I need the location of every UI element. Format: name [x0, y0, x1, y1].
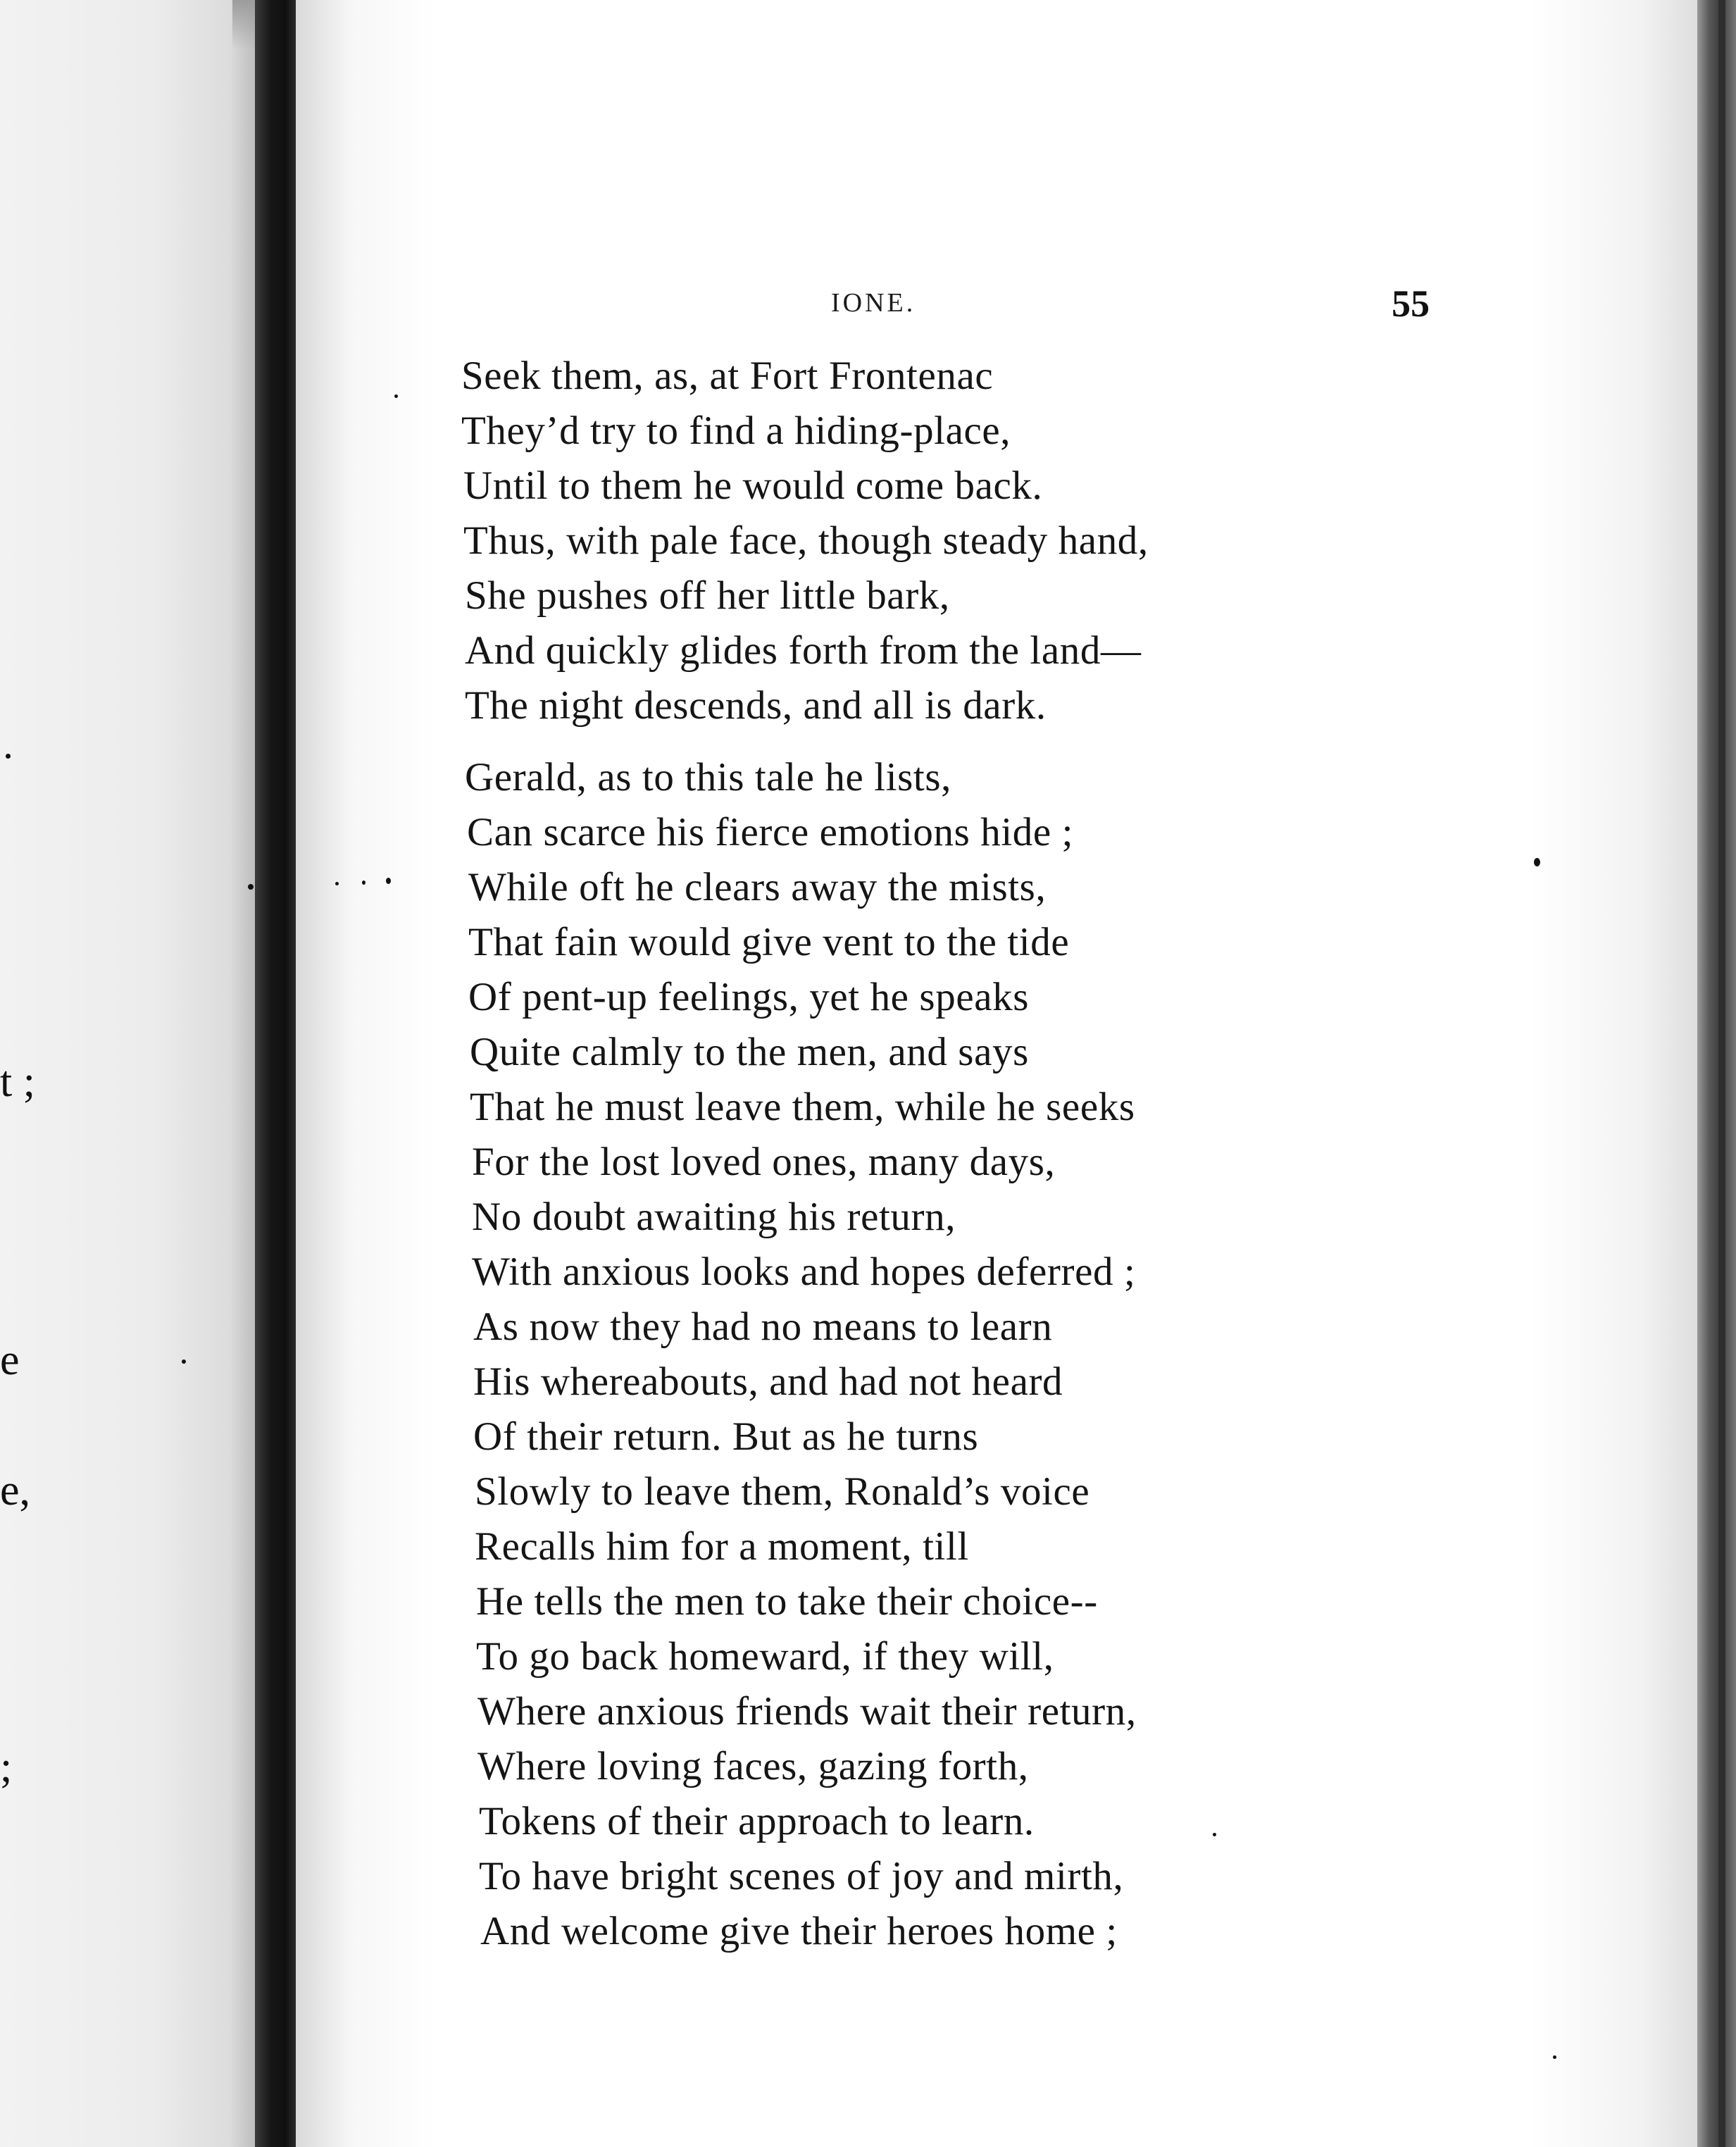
poem-line: While oft he clears away the mists,	[468, 865, 1047, 909]
poem-line: To go back homeward, if they will,	[476, 1634, 1054, 1679]
page-edge	[1697, 0, 1736, 2147]
poem-line: She pushes off her little bark,	[465, 573, 950, 618]
print-speck	[386, 878, 391, 884]
poem-line: Can scarce his fierce emotions hide ;	[467, 810, 1074, 854]
poem-line: Where anxious friends wait their return,	[477, 1689, 1137, 1734]
left-page-fragment: e,	[0, 1467, 31, 1514]
print-speck	[362, 880, 366, 885]
poem-line: Where loving faces, gazing forth,	[477, 1744, 1029, 1788]
left-facing-page	[0, 0, 255, 2147]
poem-line: And welcome give their heroes home ;	[480, 1909, 1118, 1953]
print-speck	[394, 394, 398, 398]
print-speck	[335, 882, 339, 885]
left-page-fragment: t ;	[0, 1058, 35, 1106]
poem-line: For the lost loved ones, many days,	[472, 1140, 1056, 1184]
poem-line: The night descends, and all is dark.	[465, 683, 1047, 728]
poem-line: That he must leave them, while he seeks	[470, 1085, 1135, 1129]
poem-line: Quite calmly to the men, and says	[470, 1030, 1029, 1074]
poem-line: He tells the men to take their choice--	[476, 1579, 1098, 1624]
poem-line: Of their return. But as he turns	[473, 1414, 979, 1459]
print-speck	[1213, 1833, 1216, 1836]
print-speck	[182, 1359, 186, 1364]
print-speck	[1553, 2055, 1556, 2059]
poem-line: No doubt awaiting his return,	[472, 1195, 956, 1239]
poem-line: Of pent-up feelings, yet he speaks	[468, 975, 1029, 1019]
poem-line: That fain would give vent to the tide	[468, 920, 1070, 964]
poem-line: Gerald, as to this tale he lists,	[465, 755, 951, 799]
print-speck	[248, 884, 254, 890]
poem-line: Slowly to leave them, Ronald’s voice	[475, 1469, 1090, 1514]
print-speck	[1534, 858, 1540, 866]
poem-line: Recalls him for a moment, till	[475, 1524, 969, 1569]
book-gutter	[255, 0, 296, 2147]
running-head: IONE.	[831, 288, 916, 318]
left-page-fragment: ;	[0, 1743, 13, 1791]
poem-line: His whereabouts, and had not heard	[473, 1359, 1063, 1404]
poem-line: To have bright scenes of joy and mirth,	[479, 1854, 1124, 1898]
poem-line: They’d try to find a hiding-place,	[461, 409, 1011, 453]
left-page-fragment: e	[0, 1336, 20, 1384]
page-number: 55	[1392, 282, 1430, 325]
poem-line: As now they had no means to learn	[473, 1305, 1053, 1349]
poem-line: Until to them he would come back.	[463, 463, 1043, 508]
page-edge-strip	[1718, 0, 1725, 2147]
poem-line: Tokens of their approach to learn.	[479, 1799, 1035, 1843]
print-speck	[6, 754, 11, 759]
poem-line: Thus, with pale face, though steady hand,	[463, 518, 1149, 563]
poem-line: And quickly glides forth from the land—	[465, 628, 1142, 673]
poem-line: Seek them, as, at Fort Frontenac	[461, 354, 994, 398]
poem-line: With anxious looks and hopes deferred ;	[472, 1250, 1136, 1294]
